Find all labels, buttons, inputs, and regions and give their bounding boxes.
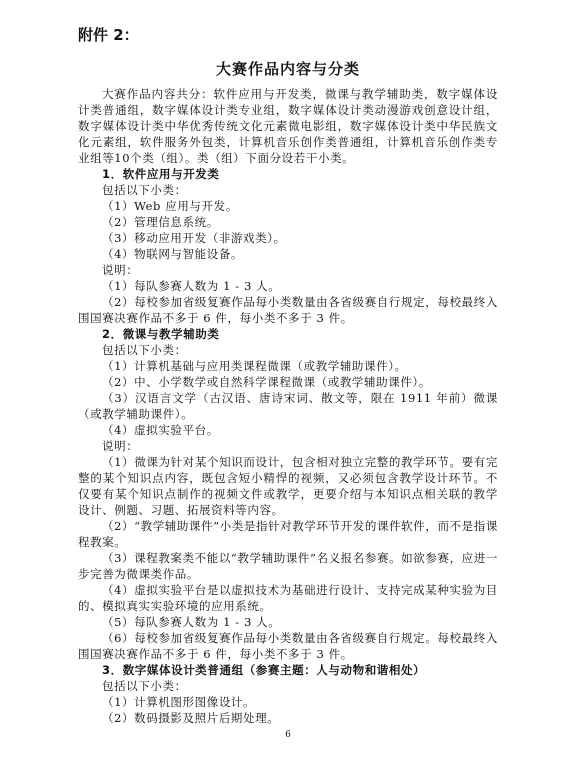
section3-includes: 包括以下小类： bbox=[102, 679, 187, 693]
section1-includes: 包括以下小类： bbox=[102, 183, 187, 197]
section2-item: （1）计算机基础与应用类课程微课（或教学辅助课件）。 bbox=[102, 359, 407, 373]
section1-note: （1）每队参赛人数为 1 - 3 人。 bbox=[102, 279, 281, 293]
section2-note: （5）每队参赛人数为 1 - 3 人。 bbox=[102, 615, 281, 629]
section2-item: （3）汉语言文学（古汉语、唐诗宋词、散文等，限在 1911 年前）微课（或教学辅助课件）。 bbox=[78, 391, 498, 421]
section1-notes-label: 说明： bbox=[102, 263, 139, 277]
intro-paragraph: 大赛作品内容共分：软件应用与开发类，微课与教学辅助类，数字媒体设计类普通组，数字媒体设计类专业组，数字媒体设计类动漫游戏创意设计组，数字媒体设计类中华优秀传统文化元素微电影组，数字媒体设计类中华民族文化元素组，软件服务外包类，计算机音乐创作类普通组，计算机音乐创作类专业组等10个类（组）。类（组）下面分设若干小类。 bbox=[78, 87, 498, 165]
page-number: 6 bbox=[285, 730, 291, 740]
section2-item: （4）虚拟实验平台。 bbox=[102, 423, 219, 437]
section1-heading: 1．软件应用与开发类 bbox=[102, 167, 220, 181]
section2-note: （3）课程教案类不能以“教学辅助课件”名义报名参赛。如欲参赛，应进一步完善为微课类作品。 bbox=[78, 551, 498, 581]
section3-heading: 3．数字媒体设计类普通组（参赛主题：人与动物和谐相处） bbox=[102, 663, 426, 677]
section2-includes: 包括以下小类： bbox=[102, 343, 187, 357]
section1-item: （1）Web 应用与开发。 bbox=[102, 199, 238, 213]
section2-note: （6）每校参加省级复赛作品每小类数量由各省级赛自行规定。每校最终入围国赛决赛作品不多于 6 件，每小类不多于 3 件。 bbox=[78, 631, 498, 661]
attachment-label: 附件 2： bbox=[78, 26, 139, 44]
section2-note: （4）虚拟实验平台是以虚拟技术为基础进行设计、支持完成某种实验为目的、模拟真实实验环境的应用系统。 bbox=[78, 583, 498, 613]
section3-item: （1）计算机图形图像设计。 bbox=[102, 695, 256, 709]
section1-note: （2）每校参加省级复赛作品每小类数量由各省级赛自行规定，每校最终入围国赛决赛作品不多于 6 件，每小类不多于 3 件。 bbox=[78, 295, 498, 325]
document-title: 大赛作品内容与分类 bbox=[215, 60, 360, 78]
section1-item: （3）移动应用开发（非游戏类）。 bbox=[102, 231, 286, 245]
section2-item: （2）中、小学数学或自然科学课程微课（或教学辅助课件）。 bbox=[102, 375, 431, 389]
section2-note: （1）微课为针对某个知识而设计，包含相对独立完整的教学环节。要有完整的某个知识点内容，既包含短小精悍的视频，又必须包含教学设计环节。不仅要有某个知识点制作的视频文件或教学，更要介绍与本知识点相关联的教学设计、例题、习题、拓展资料等内容。 bbox=[78, 455, 498, 517]
section2-heading: 2．微课与教学辅助类 bbox=[102, 327, 220, 341]
section1-item: （2）管理信息系统。 bbox=[102, 215, 219, 229]
section2-notes-label: 说明： bbox=[102, 439, 139, 453]
section1-item: （4）物联网与智能设备。 bbox=[102, 247, 244, 261]
document-body bbox=[78, 86, 498, 726]
section2-note: （2）“教学辅助课件”小类是指针对教学环节开发的课件软件，而不是指课程教案。 bbox=[78, 519, 498, 549]
section3-item: （2）数码摄影及照片后期处理。 bbox=[102, 711, 280, 725]
